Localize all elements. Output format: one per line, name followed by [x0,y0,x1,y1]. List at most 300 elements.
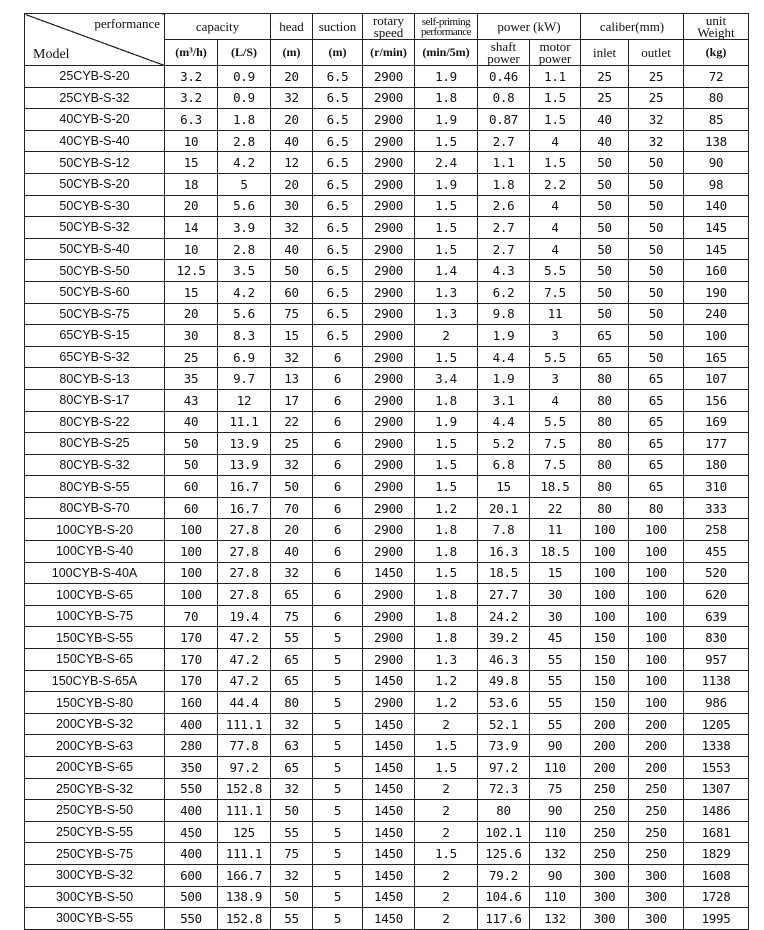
cell-suction: 6 [313,497,363,519]
cell-model: 150CYB-S-65A [25,670,165,692]
cell-weight: 156 [684,389,749,411]
cell-shaft-power: 0.8 [478,87,530,109]
cell-capacity-m3h: 60 [165,497,218,519]
cell-capacity-ls: 8.3 [218,325,271,347]
cell-suction: 6.5 [313,238,363,260]
cell-self-priming: 1.5 [415,735,478,757]
cell-head: 55 [271,821,313,843]
cell-model: 250CYB-S-32 [25,778,165,800]
cell-weight: 986 [684,692,749,714]
performance-label: performance [420,25,472,38]
cell-outlet: 50 [629,325,684,347]
cell-self-priming: 1.8 [415,541,478,563]
cell-motor-power: 5.5 [530,260,581,282]
cell-rotary-speed: 1450 [363,757,415,779]
rotary-speed-header [363,14,415,40]
table-row [25,173,749,195]
cell-model: 250CYB-S-75 [25,843,165,865]
cell-rotary-speed: 1450 [363,886,415,908]
cell-shaft-power: 104.6 [478,886,530,908]
cell-self-priming: 2 [415,886,478,908]
cell-inlet: 50 [581,281,629,303]
cell-shaft-power: 16.3 [478,541,530,563]
cell-outlet: 50 [629,238,684,260]
cell-self-priming: 1.8 [415,584,478,606]
cell-shaft-power: 18.5 [478,562,530,584]
table-row [25,238,749,260]
cell-suction: 5 [313,908,363,930]
cell-head: 32 [271,454,313,476]
table-row [25,605,749,627]
cell-outlet: 100 [629,584,684,606]
cell-model: 40CYB-S-40 [25,130,165,152]
cell-self-priming: 1.9 [415,66,478,88]
cell-motor-power: 4 [530,130,581,152]
cell-self-priming: 1.3 [415,303,478,325]
cell-outlet: 65 [629,368,684,390]
cell-rotary-speed: 2900 [363,605,415,627]
cell-weight: 138 [684,130,749,152]
cell-self-priming: 3.4 [415,368,478,390]
cell-inlet: 50 [581,195,629,217]
cell-inlet: 65 [581,325,629,347]
cell-inlet: 100 [581,519,629,541]
cell-capacity-m3h: 550 [165,908,218,930]
cell-capacity-m3h: 20 [165,303,218,325]
cell-capacity-m3h: 3.2 [165,87,218,109]
cell-outlet: 100 [629,605,684,627]
cell-motor-power: 30 [530,584,581,606]
cell-shaft-power: 72.3 [478,778,530,800]
cell-model: 80CYB-S-25 [25,433,165,455]
cell-motor-power: 1.5 [530,87,581,109]
cell-inlet: 80 [581,411,629,433]
cell-shaft-power: 53.6 [478,692,530,714]
capacity-header: capacity [165,14,271,40]
cell-model: 100CYB-S-40A [25,562,165,584]
cell-shaft-power: 1.8 [478,173,530,195]
cell-weight: 165 [684,346,749,368]
cell-shaft-power: 4.4 [478,346,530,368]
cell-rotary-speed: 2900 [363,519,415,541]
cell-rotary-speed: 2900 [363,433,415,455]
cell-capacity-ls: 16.7 [218,497,271,519]
cell-outlet: 32 [629,109,684,131]
cell-capacity-ls: 0.9 [218,66,271,88]
table-row [25,476,749,498]
cell-capacity-ls: 44.4 [218,692,271,714]
cell-model: 50CYB-S-32 [25,217,165,239]
cell-capacity-m3h: 6.3 [165,109,218,131]
cell-weight: 1486 [684,800,749,822]
cell-rotary-speed: 2900 [363,325,415,347]
cell-model: 50CYB-S-30 [25,195,165,217]
head-header: head [271,14,313,40]
cell-self-priming: 1.8 [415,87,478,109]
cell-suction: 5 [313,864,363,886]
table-row [25,757,749,779]
cell-weight: 1681 [684,821,749,843]
cell-capacity-m3h: 170 [165,627,218,649]
cell-rotary-speed: 1450 [363,670,415,692]
cell-model: 40CYB-S-20 [25,109,165,131]
cell-capacity-m3h: 14 [165,217,218,239]
cell-rotary-speed: 2900 [363,130,415,152]
cell-self-priming: 1.5 [415,476,478,498]
cell-model: 100CYB-S-20 [25,519,165,541]
cell-suction: 6 [313,584,363,606]
cell-suction: 5 [313,735,363,757]
cell-inlet: 65 [581,346,629,368]
cell-outlet: 200 [629,713,684,735]
cell-suction: 5 [313,843,363,865]
cell-capacity-ls: 166.7 [218,864,271,886]
cell-capacity-ls: 111.1 [218,800,271,822]
cell-model: 150CYB-S-65 [25,649,165,671]
table-row [25,109,749,131]
cell-inlet: 50 [581,173,629,195]
cell-outlet: 50 [629,152,684,174]
cell-model: 50CYB-S-75 [25,303,165,325]
cell-motor-power: 55 [530,692,581,714]
cell-suction: 6 [313,346,363,368]
cell-head: 55 [271,908,313,930]
cell-suction: 6.5 [313,195,363,217]
cell-motor-power: 55 [530,713,581,735]
cell-outlet: 50 [629,195,684,217]
cell-inlet: 300 [581,886,629,908]
cell-self-priming: 2 [415,325,478,347]
cell-self-priming: 1.8 [415,627,478,649]
cell-inlet: 150 [581,627,629,649]
cell-weight: 957 [684,649,749,671]
cell-weight: 1995 [684,908,749,930]
cell-capacity-ls: 3.9 [218,217,271,239]
cell-head: 25 [271,433,313,455]
cell-outlet: 25 [629,87,684,109]
cell-rotary-speed: 2900 [363,281,415,303]
cell-suction: 6.5 [313,87,363,109]
motor-power-header [530,40,581,66]
cell-model: 200CYB-S-63 [25,735,165,757]
suction-unit: (m) [313,40,363,66]
cell-capacity-m3h: 3.2 [165,66,218,88]
cell-head: 12 [271,152,313,174]
cell-outlet: 65 [629,476,684,498]
cell-inlet: 50 [581,260,629,282]
cell-inlet: 100 [581,584,629,606]
cell-self-priming: 1.3 [415,281,478,303]
cell-capacity-ls: 27.8 [218,584,271,606]
cell-weight: 107 [684,368,749,390]
cell-weight: 1138 [684,670,749,692]
cell-weight: 333 [684,497,749,519]
cell-model: 100CYB-S-65 [25,584,165,606]
cell-rotary-speed: 2900 [363,497,415,519]
cell-rotary-speed: 1450 [363,843,415,865]
cell-weight: 1608 [684,864,749,886]
cell-shaft-power: 1.1 [478,152,530,174]
table-row [25,778,749,800]
cell-self-priming: 1.5 [415,346,478,368]
cell-rotary-speed: 2900 [363,260,415,282]
cell-inlet: 50 [581,152,629,174]
cell-inlet: 80 [581,454,629,476]
cell-model: 300CYB-S-55 [25,908,165,930]
table-row [25,260,749,282]
cell-capacity-m3h: 100 [165,519,218,541]
cell-self-priming: 1.8 [415,605,478,627]
cell-outlet: 250 [629,843,684,865]
cell-outlet: 80 [629,497,684,519]
cell-capacity-ls: 111.1 [218,713,271,735]
cell-motor-power: 45 [530,627,581,649]
table-row [25,908,749,930]
table-row [25,627,749,649]
cell-capacity-ls: 5 [218,173,271,195]
cell-weight: 140 [684,195,749,217]
cell-inlet: 40 [581,130,629,152]
cell-weight: 639 [684,605,749,627]
cell-capacity-ls: 27.8 [218,541,271,563]
cell-outlet: 50 [629,303,684,325]
cell-rotary-speed: 1450 [363,778,415,800]
cell-self-priming: 2 [415,713,478,735]
cell-head: 32 [271,562,313,584]
cell-shaft-power: 27.7 [478,584,530,606]
cell-capacity-m3h: 50 [165,454,218,476]
table-row [25,497,749,519]
cell-capacity-m3h: 170 [165,670,218,692]
cell-model: 80CYB-S-17 [25,389,165,411]
cell-shaft-power: 20.1 [478,497,530,519]
cell-head: 40 [271,541,313,563]
cell-rotary-speed: 2900 [363,389,415,411]
cell-shaft-power: 46.3 [478,649,530,671]
cell-rotary-speed: 2900 [363,584,415,606]
cell-suction: 6.5 [313,130,363,152]
cell-self-priming: 1.3 [415,649,478,671]
cell-capacity-ls: 125 [218,821,271,843]
cell-suction: 6.5 [313,260,363,282]
table-row [25,411,749,433]
cell-weight: 160 [684,260,749,282]
cell-capacity-m3h: 400 [165,843,218,865]
cell-capacity-m3h: 60 [165,476,218,498]
cell-outlet: 100 [629,519,684,541]
cell-model: 25CYB-S-20 [25,66,165,88]
cell-inlet: 25 [581,66,629,88]
cell-inlet: 250 [581,800,629,822]
cell-inlet: 200 [581,735,629,757]
motor-power-label: power [538,50,572,66]
cell-shaft-power: 2.7 [478,130,530,152]
table-row [25,281,749,303]
cell-capacity-m3h: 30 [165,325,218,347]
cell-shaft-power: 49.8 [478,670,530,692]
table-row [25,346,749,368]
cell-self-priming: 2 [415,864,478,886]
corner-model-label: Model [33,47,70,62]
self-priming-unit: (min/5m) [415,40,478,66]
cell-outlet: 65 [629,433,684,455]
cell-rotary-speed: 1450 [363,821,415,843]
cell-model: 200CYB-S-65 [25,757,165,779]
cell-motor-power: 110 [530,886,581,908]
cell-model: 65CYB-S-15 [25,325,165,347]
corner-performance-label: performance [94,16,160,31]
cell-shaft-power: 0.46 [478,66,530,88]
cell-suction: 6 [313,519,363,541]
cell-capacity-m3h: 280 [165,735,218,757]
table-row [25,195,749,217]
speed-label: speed [373,24,404,40]
cell-shaft-power: 4.4 [478,411,530,433]
cell-inlet: 50 [581,303,629,325]
cell-head: 15 [271,325,313,347]
cell-shaft-power: 102.1 [478,821,530,843]
cell-weight: 98 [684,173,749,195]
cell-weight: 258 [684,519,749,541]
cell-motor-power: 110 [530,757,581,779]
cell-head: 63 [271,735,313,757]
cell-head: 32 [271,346,313,368]
table-row [25,692,749,714]
cell-motor-power: 2.2 [530,173,581,195]
cell-shaft-power: 52.1 [478,713,530,735]
cell-outlet: 250 [629,800,684,822]
cell-model: 80CYB-S-32 [25,454,165,476]
cell-self-priming: 1.8 [415,389,478,411]
cell-inlet: 250 [581,843,629,865]
cell-head: 75 [271,605,313,627]
cell-rotary-speed: 2900 [363,627,415,649]
cell-shaft-power: 1.9 [478,325,530,347]
cell-suction: 6.5 [313,66,363,88]
cell-rotary-speed: 2900 [363,109,415,131]
motor-label: motor [539,39,571,54]
cell-capacity-m3h: 10 [165,238,218,260]
cell-head: 65 [271,649,313,671]
cell-suction: 5 [313,778,363,800]
cell-outlet: 200 [629,757,684,779]
table-row [25,562,749,584]
cell-weight: 169 [684,411,749,433]
cell-shaft-power: 2.6 [478,195,530,217]
cell-capacity-ls: 5.6 [218,303,271,325]
cell-shaft-power: 117.6 [478,908,530,930]
cell-shaft-power: 5.2 [478,433,530,455]
table-row [25,864,749,886]
cell-capacity-ls: 138.9 [218,886,271,908]
cell-weight: 177 [684,433,749,455]
unit-label: unit [705,13,727,28]
cell-motor-power: 75 [530,778,581,800]
cell-rotary-speed: 2900 [363,692,415,714]
cell-outlet: 100 [629,562,684,584]
cell-model: 250CYB-S-50 [25,800,165,822]
cell-capacity-ls: 19.4 [218,605,271,627]
cell-head: 22 [271,411,313,433]
cell-rotary-speed: 2900 [363,238,415,260]
outlet-header: outlet [629,40,684,66]
cell-shaft-power: 3.1 [478,389,530,411]
cell-motor-power: 1.5 [530,109,581,131]
cell-shaft-power: 2.7 [478,238,530,260]
cell-capacity-ls: 9.7 [218,368,271,390]
cell-weight: 180 [684,454,749,476]
cell-motor-power: 110 [530,821,581,843]
cell-self-priming: 1.5 [415,217,478,239]
table-row [25,843,749,865]
cell-motor-power: 90 [530,800,581,822]
cell-motor-power: 3 [530,325,581,347]
cell-capacity-ls: 111.1 [218,843,271,865]
rotary-unit: (r/min) [363,40,415,66]
cell-head: 40 [271,238,313,260]
cell-self-priming: 2.4 [415,152,478,174]
table-row [25,130,749,152]
cell-capacity-m3h: 400 [165,713,218,735]
cell-motor-power: 22 [530,497,581,519]
cell-capacity-ls: 1.8 [218,109,271,131]
cell-head: 75 [271,303,313,325]
cell-rotary-speed: 2900 [363,152,415,174]
cell-outlet: 300 [629,886,684,908]
cell-suction: 6.5 [313,217,363,239]
cell-shaft-power: 125.6 [478,843,530,865]
cell-capacity-m3h: 550 [165,778,218,800]
cell-capacity-m3h: 25 [165,346,218,368]
cell-weight: 145 [684,217,749,239]
cell-motor-power: 7.5 [530,454,581,476]
cell-outlet: 200 [629,735,684,757]
cell-suction: 5 [313,821,363,843]
cell-shaft-power: 6.8 [478,454,530,476]
cell-capacity-ls: 47.2 [218,649,271,671]
cell-head: 50 [271,260,313,282]
cell-suction: 6 [313,389,363,411]
cell-weight: 1307 [684,778,749,800]
cell-rotary-speed: 2900 [363,173,415,195]
cell-suction: 6.5 [313,303,363,325]
cell-inlet: 100 [581,562,629,584]
cell-self-priming: 1.5 [415,562,478,584]
cell-outlet: 250 [629,778,684,800]
cell-weight: 1205 [684,713,749,735]
cell-shaft-power: 4.3 [478,260,530,282]
cell-suction: 5 [313,886,363,908]
cell-capacity-ls: 11.1 [218,411,271,433]
cell-motor-power: 132 [530,908,581,930]
cell-motor-power: 30 [530,605,581,627]
cell-self-priming: 1.2 [415,692,478,714]
cell-head: 20 [271,519,313,541]
cell-head: 65 [271,670,313,692]
cell-self-priming: 1.5 [415,238,478,260]
cell-capacity-m3h: 350 [165,757,218,779]
cell-weight: 80 [684,87,749,109]
cell-head: 13 [271,368,313,390]
cell-shaft-power: 79.2 [478,864,530,886]
cell-self-priming: 2 [415,778,478,800]
cell-inlet: 300 [581,908,629,930]
cell-head: 40 [271,130,313,152]
cell-self-priming: 1.9 [415,109,478,131]
cell-inlet: 250 [581,778,629,800]
cell-inlet: 80 [581,389,629,411]
cell-rotary-speed: 2900 [363,454,415,476]
